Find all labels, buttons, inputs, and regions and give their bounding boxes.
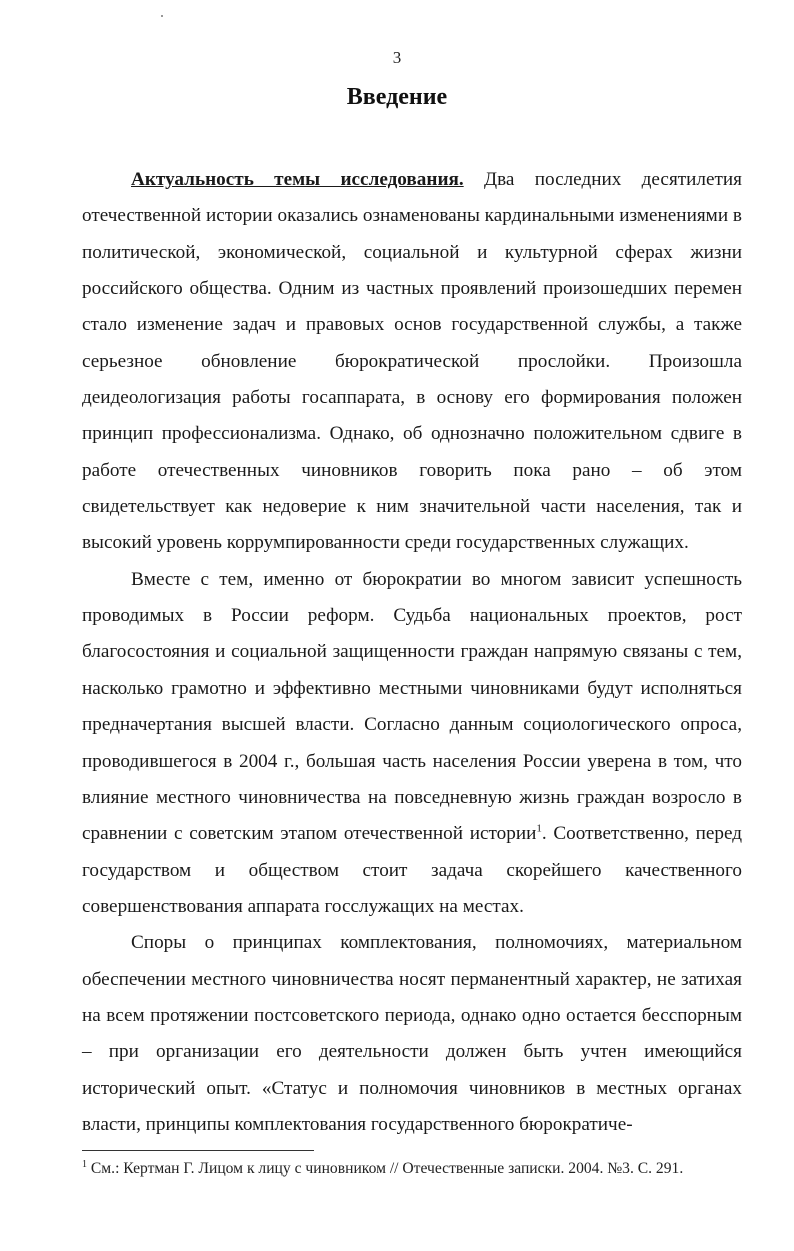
- relevance-heading: Актуальность темы исследования.: [131, 169, 464, 190]
- footnote-divider: [82, 1150, 314, 1151]
- paragraph-text: Два последних десятилетия отечественной истории оказались ознаменованы кардинальными изменениями в политической, экономической, социальной и культурной сферах жизни российского общества. Одним из частных проявлений произошедших перемен стало изменение задач и правовых основ государственной службы, а также серьезное обновление бюрократической прослойки. Произошла деидеологизация работы госаппарата, в основу его формирования положен принцип профессионализма. Однако, об однозначно положительном сдвиге в работе отечественных чиновников говорить пока рано – об этом свидетельствует как недоверие к ним значительной части населения, так и высокий уровень коррумпированности среди государственных служащих.: [82, 169, 742, 554]
- footnote-mark: 1: [82, 1158, 87, 1170]
- footnote: [82, 1158, 752, 1180]
- paragraph-disputes: [82, 925, 742, 1143]
- footnote-reference: 1: [536, 822, 542, 835]
- page-number: 3: [392, 48, 402, 67]
- page-title: Введение: [346, 84, 448, 110]
- body-text: [82, 162, 742, 1143]
- footnote-text: См.: Кертман Г. Лицом к лицу с чиновником // Отечественные записки. 2004. №3. С. 291.: [87, 1160, 684, 1177]
- paragraph-text: Вместе с тем, именно от бюрократии во многом зависит успешность проводимых в России реформ. Судьба национальных проектов, рост благосостояния и социальной защищенности граждан напрямую связаны с тем, насколько грамотно и эффективно местными чиновниками будут исполняться предначертания высшей власти. Согласно данным социологического опроса, проводившегося в 2004 г., большая часть населения России уверена в том, что влияние местного чиновничества на повседневную жизнь граждан возросло в сравнении с советским этапом отечественной истории: [82, 568, 742, 845]
- scan-speck: [161, 15, 163, 17]
- paragraph-text: . Соответственно, перед государством и обществом стоит задача скорейшего качественного совершенствования аппарата госслужащих на местах.: [82, 823, 742, 917]
- paragraph-bureaucracy: [82, 562, 742, 925]
- paragraph-relevance: [82, 162, 742, 562]
- paragraph-text: Споры о принципах комплектования, полномочиях, материальном обеспечении местного чиновничества носят перманентный характер, не затихая на всем протяжении постсоветского периода, однако одно остается бесспорным – при организации его деятельности должен быть учтен имеющийся исторический опыт. «Статус и полномочия чиновников в местных органах власти, принципы комплектования государственного бюрократиче-: [82, 932, 742, 1135]
